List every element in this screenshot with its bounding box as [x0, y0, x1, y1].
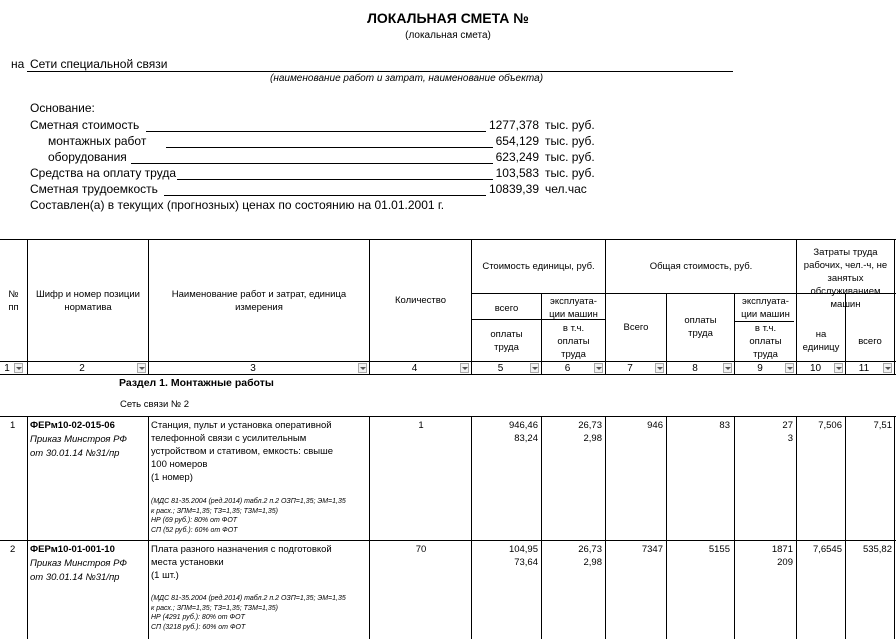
- header-vtch-line: труда: [753, 349, 778, 360]
- filter-dropdown-icon[interactable]: [14, 363, 23, 373]
- col-line: [605, 416, 606, 639]
- header-vtch-line: труда: [561, 349, 586, 360]
- column-number: 3: [250, 363, 256, 374]
- summary-value-installation: 654,129: [495, 134, 539, 148]
- header-total-wage: [667, 314, 734, 340]
- filter-dropdown-icon[interactable]: [785, 363, 794, 373]
- header-na-line: на: [815, 329, 827, 340]
- name-line: Станция, пульт и установка оперативной: [151, 420, 332, 431]
- summary-unit: тыс. руб.: [545, 150, 595, 164]
- row-labor-unit: 7,506: [818, 420, 842, 431]
- basis-label: Основание:: [30, 101, 95, 115]
- na-label: на: [11, 57, 25, 71]
- column-number: 7: [627, 363, 633, 374]
- note-line: к расх.; ЗПМ=1,35; ТЗ=1,35; ТЗМ=1,35): [151, 604, 278, 612]
- header-code-line: Шифр и номер позиции: [35, 289, 140, 300]
- column-numbers-bottom: [0, 374, 896, 375]
- name-line: места установки: [151, 557, 224, 568]
- object-caption: (наименование работ и затрат, наименование объекта): [270, 73, 544, 84]
- row-total-machine: [735, 419, 793, 445]
- row-number: 2: [10, 544, 16, 555]
- name-line: (1 номер): [151, 472, 193, 483]
- header-labor-line: обслуживанием: [810, 286, 881, 297]
- col-line: [894, 416, 895, 639]
- column-number: 1: [4, 363, 10, 374]
- header-name: [149, 288, 369, 314]
- column-number: 11: [858, 363, 870, 374]
- header-num: [0, 288, 27, 314]
- unit-machine: 26,73: [578, 420, 602, 431]
- unit-machine-wage: 2,98: [583, 557, 602, 568]
- header-vtch-line: оплаты: [557, 336, 590, 347]
- filter-dropdown-icon[interactable]: [723, 363, 732, 373]
- unit-machine-wage: 2,98: [583, 433, 602, 444]
- row-total-wage: 5155: [708, 544, 730, 555]
- note-line: СП (3218 руб.): 60% от ФОТ: [151, 623, 246, 631]
- header-oplaty-line: оплаты: [684, 315, 717, 326]
- summary-label-installation: монтажных работ: [48, 134, 147, 148]
- note-line: к расх.; ЗПМ=1,35; ТЗ=1,35; ТЗМ=1,35): [151, 507, 278, 515]
- total-machine-wage: 3: [787, 433, 793, 444]
- document-subtitle: (локальная смета): [405, 30, 491, 41]
- row-notes: [151, 594, 346, 632]
- summary-unit: чел.час: [545, 182, 587, 196]
- header-unit-wage: [472, 328, 541, 354]
- header-labor-line: занятых: [827, 273, 864, 284]
- norm-code: ФЕРм10-02-015-06: [30, 420, 115, 431]
- column-number: 4: [411, 363, 418, 374]
- column-number: 10: [809, 363, 822, 374]
- col-line: [369, 416, 370, 639]
- row-total-machine: [735, 543, 793, 569]
- unit-machine: 26,73: [578, 544, 602, 555]
- row-qty: 1: [418, 420, 424, 431]
- header-num-line: пп: [8, 302, 19, 313]
- header-labor-line: Затраты труда: [813, 247, 878, 258]
- header-oplaty-line: труда: [494, 342, 519, 353]
- row-total-wage: 83: [719, 420, 730, 431]
- row-unit-cost: [472, 543, 538, 569]
- filter-dropdown-icon[interactable]: [655, 363, 664, 373]
- filter-dropdown-icon[interactable]: [834, 363, 843, 373]
- table-top-border: [0, 239, 896, 240]
- row-number: 1: [10, 420, 16, 431]
- row-labor-unit: 7,6545: [812, 544, 842, 555]
- norm-order: Приказ Минстроя РФ: [30, 558, 127, 569]
- header-vtch-line: в т.ч.: [562, 323, 585, 334]
- summary-label-equipment: оборудования: [48, 150, 127, 164]
- row-labor-total: 535,82: [862, 544, 892, 555]
- header-labor-unit: [797, 328, 845, 354]
- summary-value-estimate: 1277,378: [488, 118, 539, 132]
- header-code: [28, 288, 148, 314]
- header-expl-line: ции машин: [741, 309, 790, 320]
- note-line: СП (52 руб.): 60% от ФОТ: [151, 526, 238, 534]
- header-labor-line: рабочих, чел.-ч, не: [803, 260, 888, 271]
- unit-total: 946,46: [508, 420, 538, 431]
- header-unit-machine-wage: [542, 322, 605, 361]
- row-code: [30, 419, 127, 461]
- header-total-machine-wage: [735, 322, 796, 361]
- filter-dropdown-icon[interactable]: [530, 363, 539, 373]
- unit-wage: 83,24: [514, 433, 538, 444]
- col-line: [666, 416, 667, 639]
- column-number: 5: [497, 363, 504, 374]
- note-line: НР (4291 руб.): 80% от ФОТ: [151, 614, 245, 621]
- summary-leader: [146, 131, 486, 132]
- object-name-underline: [27, 71, 733, 72]
- name-line: телефонной связи с усилительным: [151, 433, 307, 444]
- object-name: Сети специальной связи: [30, 57, 168, 71]
- summary-label-labor: Сметная трудоемкость: [30, 182, 158, 196]
- summary-leader: [164, 195, 486, 196]
- col-line: [796, 416, 797, 639]
- note-line: (МДС 81-35.2004 (ред.2014) табл.2 п.2 ОЗП=1,35; ЭМ=1,35: [151, 498, 346, 505]
- header-name-line: Наименование работ и затрат, единица: [171, 289, 347, 300]
- row-divider: [0, 540, 896, 541]
- header-num-line: №: [8, 289, 19, 300]
- header-na-line: единицу: [802, 342, 840, 353]
- col-line: [734, 416, 735, 639]
- filter-dropdown-icon[interactable]: [137, 363, 146, 373]
- header-vtch-line: оплаты: [749, 336, 782, 347]
- section-title: Раздел 1. Монтажные работы: [119, 377, 274, 389]
- col-line: [894, 239, 895, 374]
- filter-dropdown-icon[interactable]: [883, 363, 892, 373]
- col-line: [845, 416, 846, 639]
- name-line: Плата разного назначения с подготовкой: [151, 544, 332, 555]
- table-header-bottom: [0, 361, 896, 362]
- prices-line: Составлен(а) в текущих (прогнозных) ценах по состоянию на 01.01.2001 г.: [30, 198, 445, 212]
- col-line: [541, 416, 542, 639]
- row-unit-cost: [472, 419, 538, 445]
- row-unit-machine: [542, 543, 602, 569]
- summary-leader: [166, 147, 493, 148]
- header-unit-cost: Стоимость единицы, руб.: [482, 261, 595, 272]
- subsection-bottom: [0, 416, 896, 417]
- header-total-cost: Общая стоимость, руб.: [649, 261, 753, 272]
- header-labor: [797, 246, 894, 311]
- row-unit-machine: [542, 419, 602, 445]
- summary-unit: тыс. руб.: [545, 166, 595, 180]
- header-unit-machine: [542, 295, 605, 321]
- document-title: ЛОКАЛЬНАЯ СМЕТА №: [367, 10, 529, 26]
- header-labor-line: машин: [830, 299, 861, 310]
- row-total: 946: [647, 420, 663, 431]
- col-line: [471, 416, 472, 639]
- column-number: 6: [564, 363, 571, 374]
- summary-unit: тыс. руб.: [545, 134, 595, 148]
- total-machine: 27: [782, 420, 793, 431]
- unit-wage: 73,64: [514, 557, 538, 568]
- header-total-all: Всего: [623, 322, 649, 333]
- header-expl-line: ции машин: [549, 309, 598, 320]
- header-oplaty-line: труда: [688, 328, 713, 339]
- filter-dropdown-icon[interactable]: [594, 363, 603, 373]
- col-line: [27, 416, 28, 639]
- row-notes: [151, 497, 346, 535]
- column-number: 2: [79, 363, 85, 374]
- summary-leader: [177, 179, 493, 180]
- norm-order: Приказ Минстроя РФ: [30, 434, 127, 445]
- note-line: (МДС 81-35.2004 (ред.2014) табл.2 п.2 ОЗП=1,35; ЭМ=1,35: [151, 595, 346, 602]
- filter-dropdown-icon[interactable]: [460, 363, 469, 373]
- column-number: 8: [692, 363, 698, 374]
- row-total: 7347: [641, 544, 663, 555]
- subsection-title: Сеть связи № 2: [120, 399, 190, 410]
- row-code: [30, 543, 127, 585]
- summary-label-wages: Средства на оплату труда: [30, 166, 176, 180]
- filter-dropdown-icon[interactable]: [358, 363, 367, 373]
- header-unit-total: всего: [494, 303, 519, 314]
- column-number: 9: [757, 363, 763, 374]
- norm-order: от 30.01.14 №31/пр: [30, 572, 120, 583]
- header-labor-total: всего: [858, 336, 882, 347]
- name-line: (1 шт.): [151, 570, 179, 581]
- header-qty: Количество: [394, 295, 447, 306]
- norm-code: ФЕРм10-01-001-10: [30, 544, 115, 555]
- summary-label-estimate: Сметная стоимость: [30, 118, 140, 132]
- summary-unit: тыс. руб.: [545, 118, 595, 132]
- summary-value-equipment: 623,249: [495, 150, 539, 164]
- name-line: устройством и стативом, емкость: свыше: [151, 446, 334, 457]
- col-line: [148, 416, 149, 639]
- summary-value-labor: 10839,39: [488, 182, 539, 196]
- total-machine-wage: 209: [777, 557, 793, 568]
- unit-total: 104,95: [508, 544, 538, 555]
- header-name-line: измерения: [235, 302, 283, 313]
- summary-value-wages: 103,583: [495, 166, 539, 180]
- header-expl-line: эксплуата-: [550, 296, 597, 307]
- header-oplaty-line: оплаты: [490, 329, 523, 340]
- summary-leader: [131, 163, 493, 164]
- row-qty: 70: [415, 544, 427, 555]
- header-expl-line: эксплуата-: [742, 296, 789, 307]
- row-name: [151, 543, 367, 582]
- note-line: НР (69 руб.): 80% от ФОТ: [151, 517, 238, 524]
- header-code-line: норматива: [64, 302, 112, 313]
- total-machine: 1871: [771, 544, 793, 555]
- row-labor-total: 7,51: [873, 420, 892, 431]
- row-name: [151, 419, 367, 484]
- header-vtch-line: в т.ч.: [754, 323, 777, 334]
- norm-order: от 30.01.14 №31/пр: [30, 448, 120, 459]
- header-total-machine: [735, 295, 796, 321]
- name-line: 100 номеров: [151, 459, 208, 470]
